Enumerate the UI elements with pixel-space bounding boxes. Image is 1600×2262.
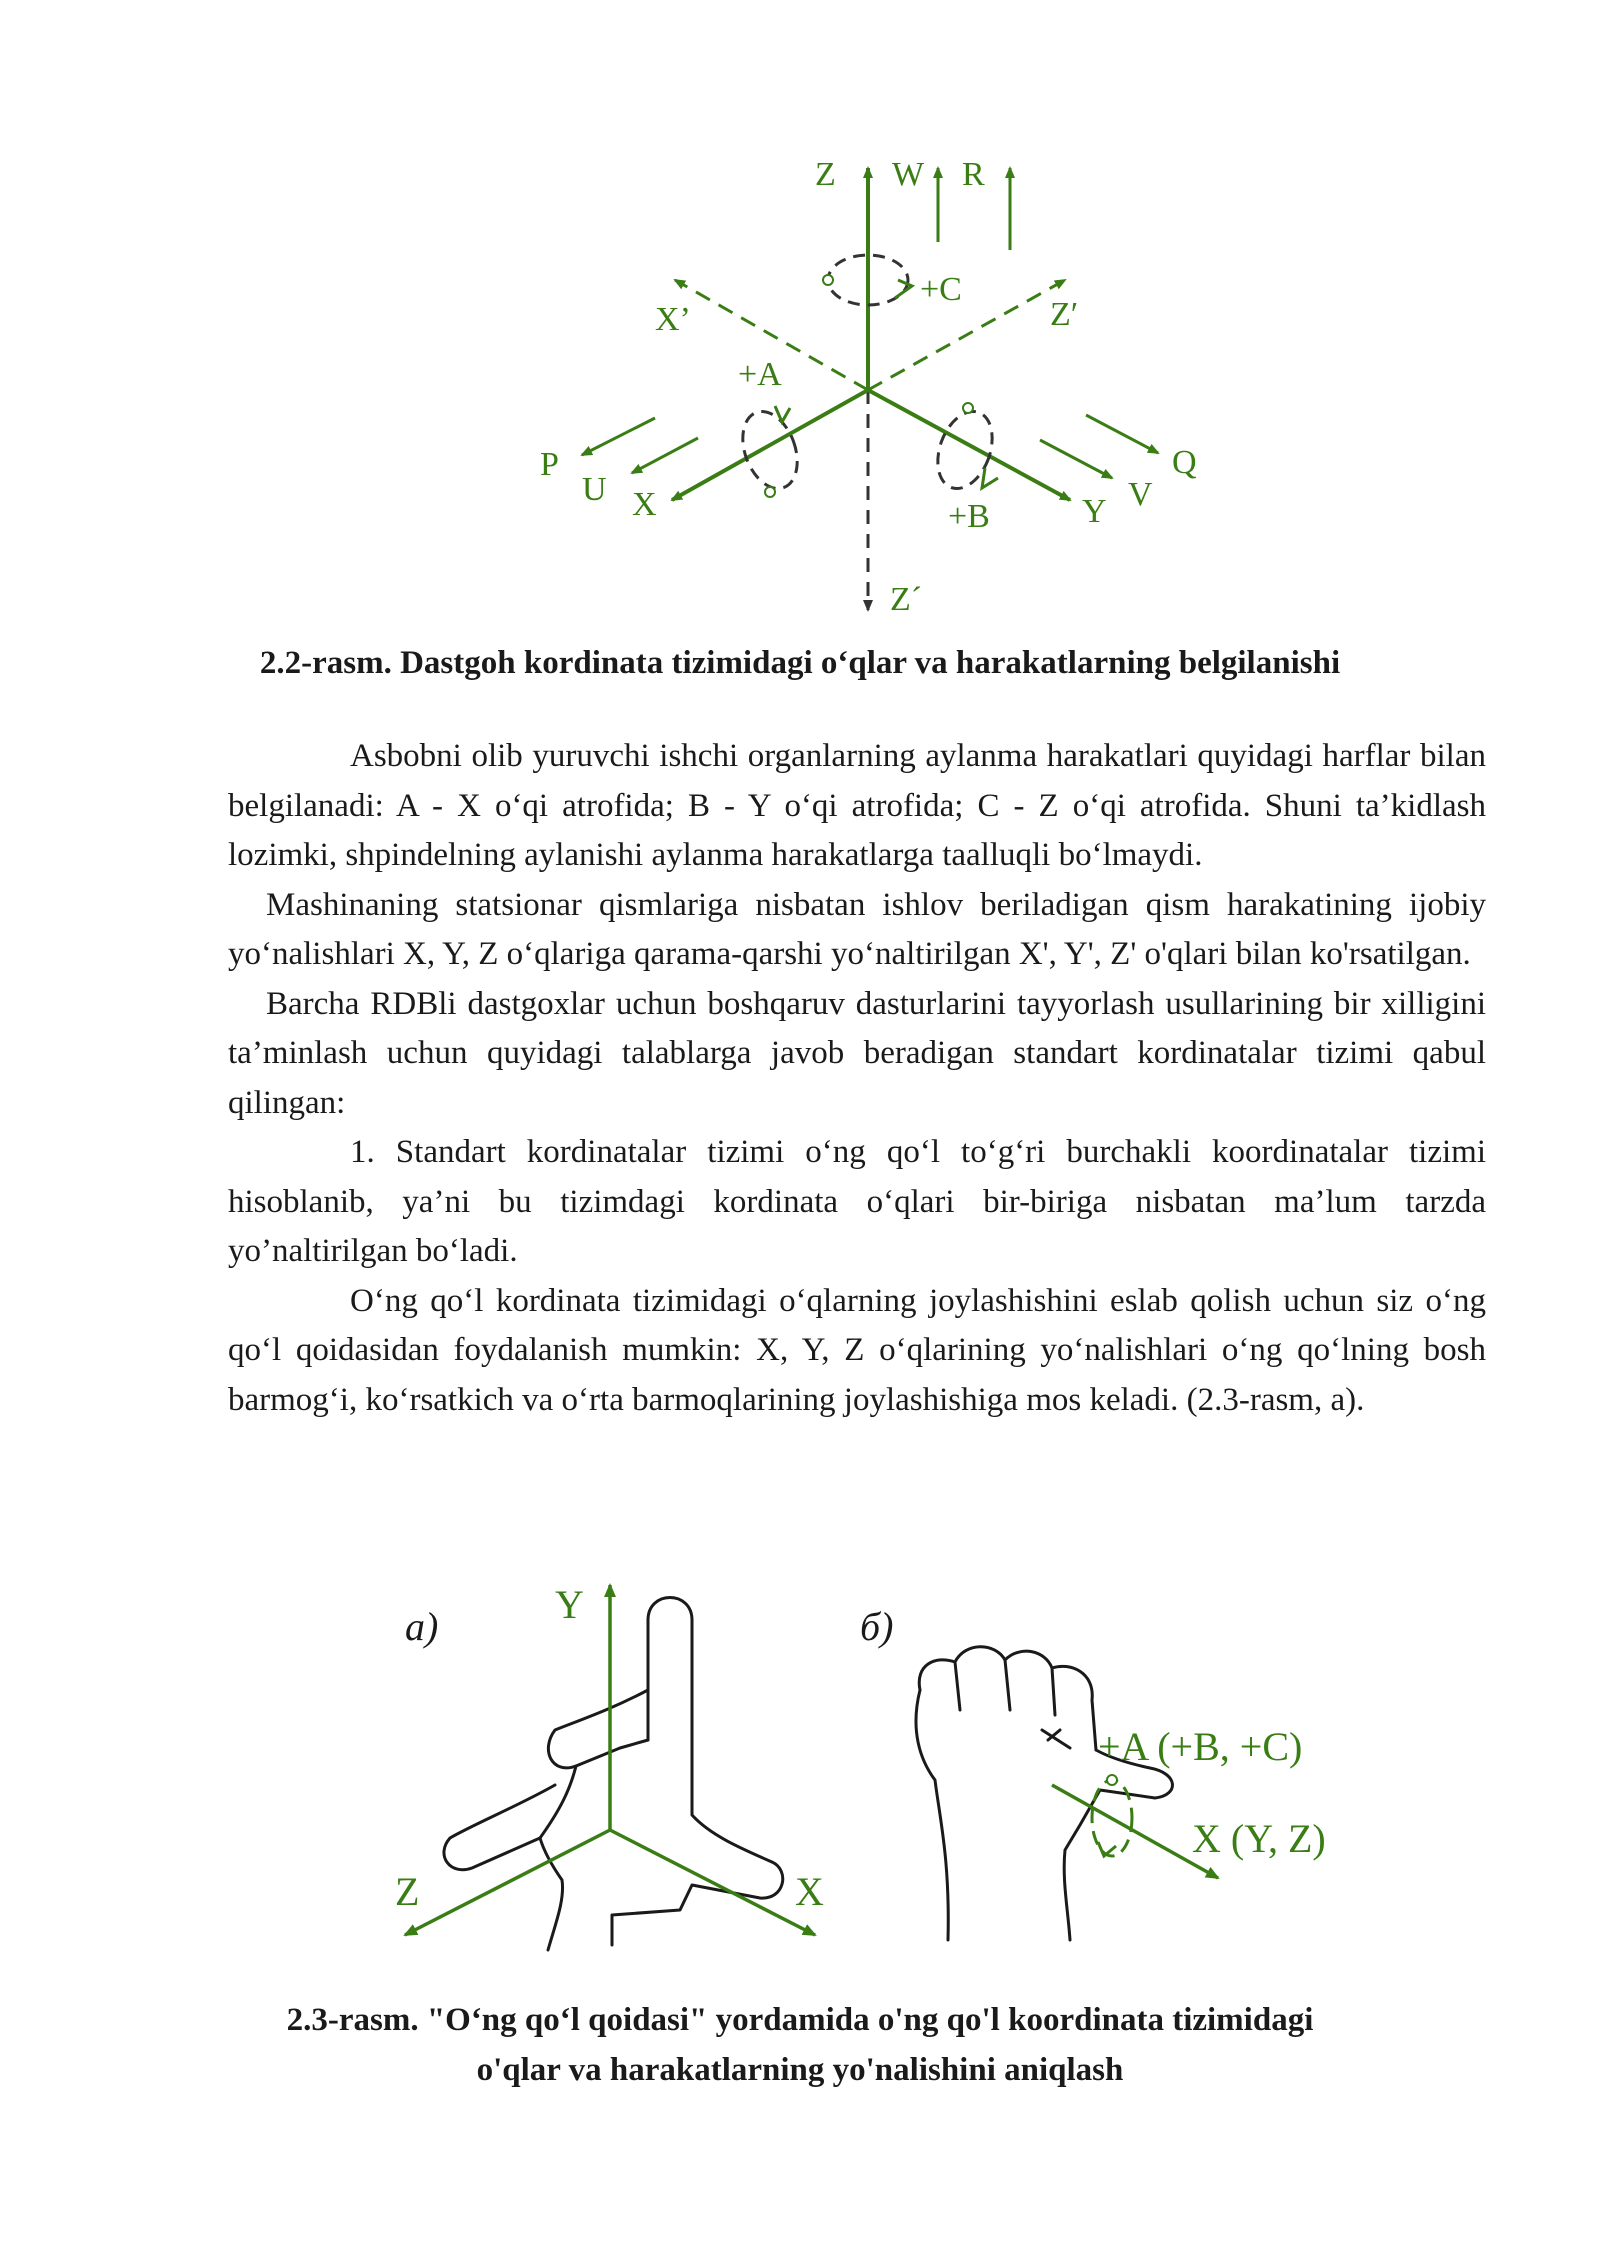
label-a: a) bbox=[405, 1604, 439, 1649]
a-rotation-icon bbox=[733, 404, 807, 496]
v-arrow bbox=[1040, 440, 1112, 478]
axes-diagram bbox=[520, 150, 1240, 630]
axis-x-label: X bbox=[795, 1869, 824, 1914]
q-arrow bbox=[1086, 415, 1158, 453]
body-text bbox=[228, 732, 1486, 1425]
label-z-prime-bottom: Z´ bbox=[890, 581, 923, 618]
figure-2-3-caption-line-2: o'qlar va harakatlarning yo'nalishini aniqlash bbox=[476, 2052, 1124, 2088]
rotation-axis-label: X (Y, Z) bbox=[1192, 1816, 1326, 1861]
label-u: U bbox=[582, 471, 607, 508]
label-q: Q bbox=[1172, 444, 1197, 481]
figure-2-2-caption: 2.2-rasm. Dastgoh kordinata tizimidagi o‘qlar va harakatlarning belgilanishi bbox=[259, 645, 1341, 681]
label-b: б) bbox=[860, 1604, 894, 1649]
axis-z-label: Z bbox=[395, 1869, 420, 1914]
figure-2-3-caption bbox=[160, 1995, 1440, 2095]
paragraph-4: 1. Standart kordinatalar tizimi o‘ng qo‘l to‘g‘ri burchakli koordinatalar tizimi hisoblanib, ya’ni bu tizimdagi kordinata o‘qlari bir-biriga nisbatan ma’lum tarzda yo’naltirilgan bo‘ladi. bbox=[228, 1134, 1486, 1269]
p-arrow bbox=[582, 418, 655, 455]
label-plus-a: +A bbox=[738, 356, 782, 393]
right-hand-rule-diagram bbox=[380, 1580, 1370, 1990]
label-r: R bbox=[962, 156, 985, 193]
u-arrow bbox=[632, 438, 698, 473]
paragraph-1: Asbobni olib yuruvchi ishchi organlarning aylanma harakatlari quyidagi harflar bilan belgilanadi: A - X o‘qi atrofida; B - Y o‘qi atrofida; C - Z o‘qi atrofida. Shuni ta’kidlash lozimki, shpindelning aylanishi aylanma harakatlarga taalluqli bo‘lmaydi. bbox=[228, 738, 1486, 873]
paragraph-5: O‘ng qo‘l kordinata tizimidagi o‘qlarning joylashishini eslab qolish uchun siz o‘ng qo‘l qoidasidan foydalanish mumkin: X, Y, Z o‘qlarining yo‘nalishlari o‘ng qo‘lning bosh barmog‘i, ko‘rsatkich va o‘rta barmoqlarining joylashishiga mos keladi. (2.3-rasm, a). bbox=[228, 1282, 1486, 1418]
paragraph-3: Barcha RDBli dastgoxlar uchun boshqaruv dasturlarini tayyorlash usullarining bir xilligini ta’minlash uchun quyidagi talablarga javob beradigan standart kordinatalar tizimi qabul qilingan: bbox=[228, 985, 1486, 1121]
paragraph-2: Mashinaning statsionar qismlariga nisbatan ishlov beriladigan qism harakatining ijobiy yo‘nalishlari X, Y, Z o‘qlariga qarama-qarshi yo‘naltirilgan X', Y', Z' o'qlari bilan ko'rsatilgan. bbox=[228, 886, 1486, 972]
label-p: P bbox=[540, 446, 559, 483]
figure-2-3-caption-line-1: 2.3-rasm. "O‘ng qo‘l qoidasi" yordamida o'ng qo'l koordinata tizimidagi bbox=[286, 2002, 1314, 2038]
label-w: W bbox=[892, 156, 925, 193]
label-x: X bbox=[632, 486, 657, 523]
x-axis bbox=[672, 390, 868, 500]
label-x-prime: X’ bbox=[655, 301, 691, 338]
label-plus-c: +C bbox=[920, 271, 962, 308]
z-axis-arrow bbox=[405, 1830, 610, 1935]
hand-a-icon bbox=[444, 1598, 783, 1951]
axis-y-label: Y bbox=[555, 1582, 584, 1627]
label-z-prime-right: Z′ bbox=[1050, 296, 1079, 333]
x-axis-arrow bbox=[610, 1830, 815, 1935]
hand-b-icon bbox=[916, 1647, 1172, 1940]
label-z: Z bbox=[815, 156, 836, 193]
label-y: Y bbox=[1082, 493, 1107, 530]
label-v: V bbox=[1128, 476, 1153, 513]
label-plus-b: +B bbox=[948, 498, 990, 535]
rotation-label: +A (+B, +C) bbox=[1098, 1724, 1303, 1769]
